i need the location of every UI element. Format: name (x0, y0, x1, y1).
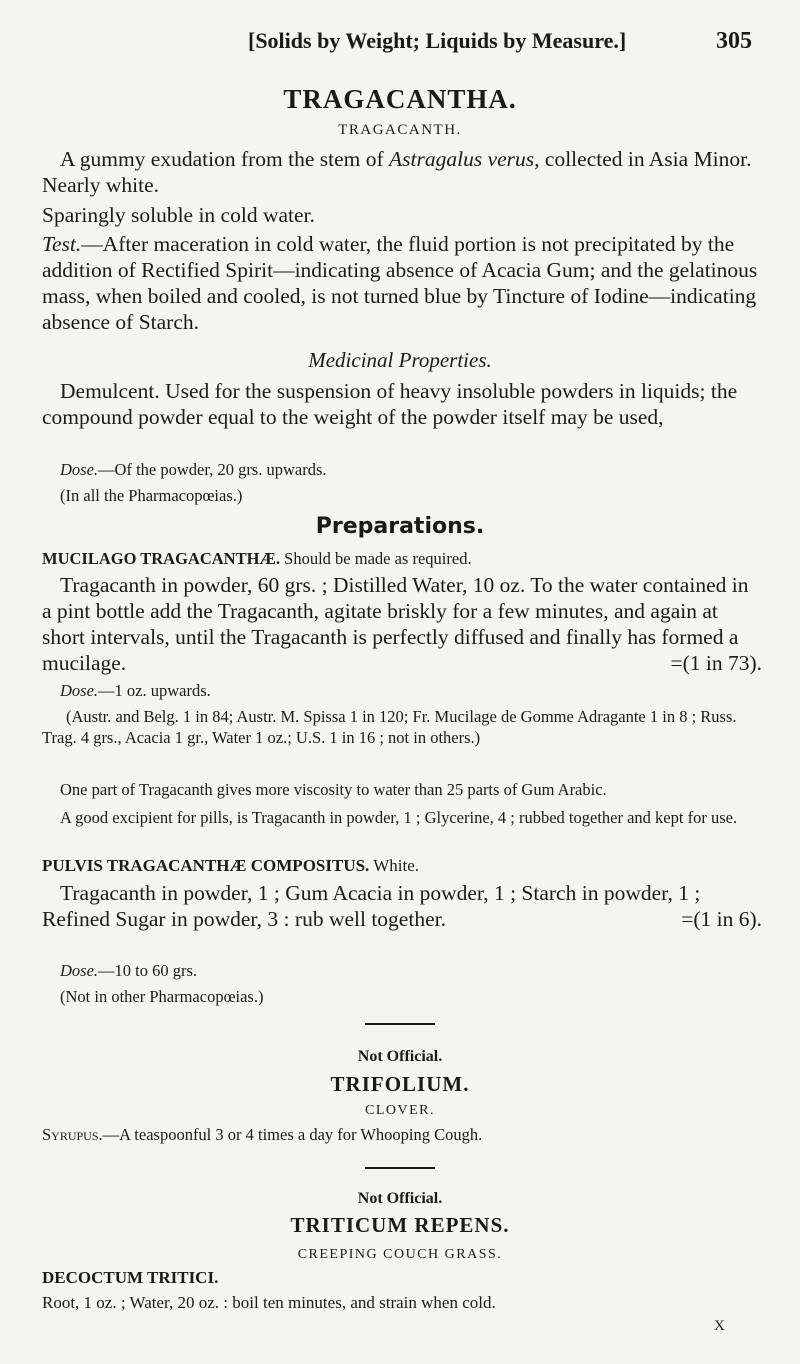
section-subtitle-tragacanth: TRAGACANTH. (338, 122, 462, 138)
decoctum-name: DECOCTUM TRITICI. (42, 1268, 219, 1287)
viscosity-note: One part of Tragacanth gives more viscosity to water than 25 parts of Gum Arabic. (60, 780, 607, 799)
species-name: Astragalus verus, (389, 147, 540, 171)
mucilago-name: MUCILAGO TRAGACANTHÆ. (42, 549, 281, 568)
test-text: —After maceration in cold water, the fluid portion is not precipitated by the addition of Rectified Spirit—indicating absence of Acacia Gum; and the gelatinous mass, when boiled and cooled, is not turned blue by Tincture of Iodine—indicating absence of Starch. (42, 232, 758, 334)
mucilago-dose-label: Dose. (60, 681, 99, 700)
mucilago-dose-text: —1 oz. upwards. (98, 681, 211, 700)
signature-mark: X (714, 1318, 725, 1334)
test-label: Test. (42, 232, 82, 256)
syrup-label: Syrupus. (42, 1125, 103, 1144)
mucilago-heading-line (42, 548, 472, 569)
preparations-heading: Preparations. (315, 514, 485, 539)
pulvis-ratio: =(1 in 6). (681, 907, 762, 931)
mucilago-note: Should be made as required. (284, 549, 472, 568)
mucilago-dose (60, 680, 211, 701)
pulvis-name: PULVIS TRAGACANTHÆ COMPOSITUS. (42, 856, 370, 875)
divider-rule (365, 1167, 435, 1169)
description-paragraph (42, 146, 762, 198)
trifolium-syrup (42, 1124, 482, 1145)
description-end: collected in Asia Minor. Nearly white. (42, 147, 752, 197)
test-paragraph (42, 231, 762, 335)
running-title: [Solids by Weight; Liquids by Measure.] (248, 28, 627, 53)
pulvis-dose-label: Dose. (60, 961, 99, 980)
pulvis-heading-line (42, 855, 419, 876)
mucilago-recipe-text: Tragacanth in powder, 60 grs. ; Distilled Water, 10 oz. To the water contained in a pint bottle add the Tragacanth, agitate briskly for a few minutes, and again at short intervals, until the Tragacanth is perfectly diffused and finally has formed a mucilage. (42, 573, 749, 675)
section-title-tragacantha: TRAGACANTHA. (283, 84, 517, 114)
triticum-status: Not Official. (357, 1190, 443, 1207)
trifolium-subtitle: CLOVER. (365, 1103, 435, 1118)
mucilago-recipe (42, 572, 762, 676)
dose-text: —Of the powder, 20 grs. upwards. (98, 460, 327, 479)
divider-rule (365, 1023, 435, 1025)
dose-line (60, 459, 327, 480)
pulvis-dose-text: —10 to 60 grs. (98, 961, 198, 980)
mucilago-ratio: =(1 in 73). (670, 651, 762, 675)
medicinal-heading: Medicinal Properties. (308, 348, 492, 372)
description-start: A gummy exudation from the stem of (60, 147, 384, 171)
dose-label: Dose. (60, 460, 99, 479)
syrup-text: —A teaspoonful 3 or 4 times a day for Whooping Cough. (102, 1125, 483, 1144)
dose-note: (In all the Pharmacopœias.) (60, 486, 243, 505)
triticum-subtitle: CREEPING COUCH GRASS. (297, 1247, 503, 1262)
page-number: 305 (716, 28, 752, 54)
pulvis-color: White. (373, 856, 420, 875)
pulvis-recipe (42, 880, 762, 932)
medicinal-paragraph: Demulcent. Used for the suspension of heavy insoluble powders in liquids; the compound powder equal to the weight of the powder itself may be used, (42, 379, 738, 429)
trifolium-title: TRIFOLIUM. (330, 1072, 470, 1096)
decoctum-recipe: Root, 1 oz. ; Water, 20 oz. : boil ten minutes, and strain when cold. (42, 1293, 496, 1312)
solubility-line: Sparingly soluble in cold water. (42, 203, 315, 227)
mucilago-other-pharmacopoeias: (Austr. and Belg. 1 in 84; Austr. M. Spissa 1 in 120; Fr. Mucilage de Gomme Adragante 1 in 8 ; Russ. Trag. 4 grs., Acacia 1 gr., Water 1 oz.; U.S. 1 in 16 ; not in others.) (42, 707, 737, 747)
triticum-title: TRITICUM REPENS. (290, 1213, 510, 1237)
trifolium-status: Not Official. (357, 1048, 443, 1065)
pulvis-dose (60, 960, 197, 981)
excipient-note: A good excipient for pills, is Tragacanth in powder, 1 ; Glycerine, 4 ; rubbed together and kept for use. (60, 808, 738, 827)
pulvis-recipe-text: Tragacanth in powder, 1 ; Gum Acacia in powder, 1 ; Starch in powder, 1 ; Refined Sugar in powder, 3 : rub well together. (42, 881, 701, 931)
pulvis-note: (Not in other Pharmacopœias.) (60, 987, 264, 1006)
